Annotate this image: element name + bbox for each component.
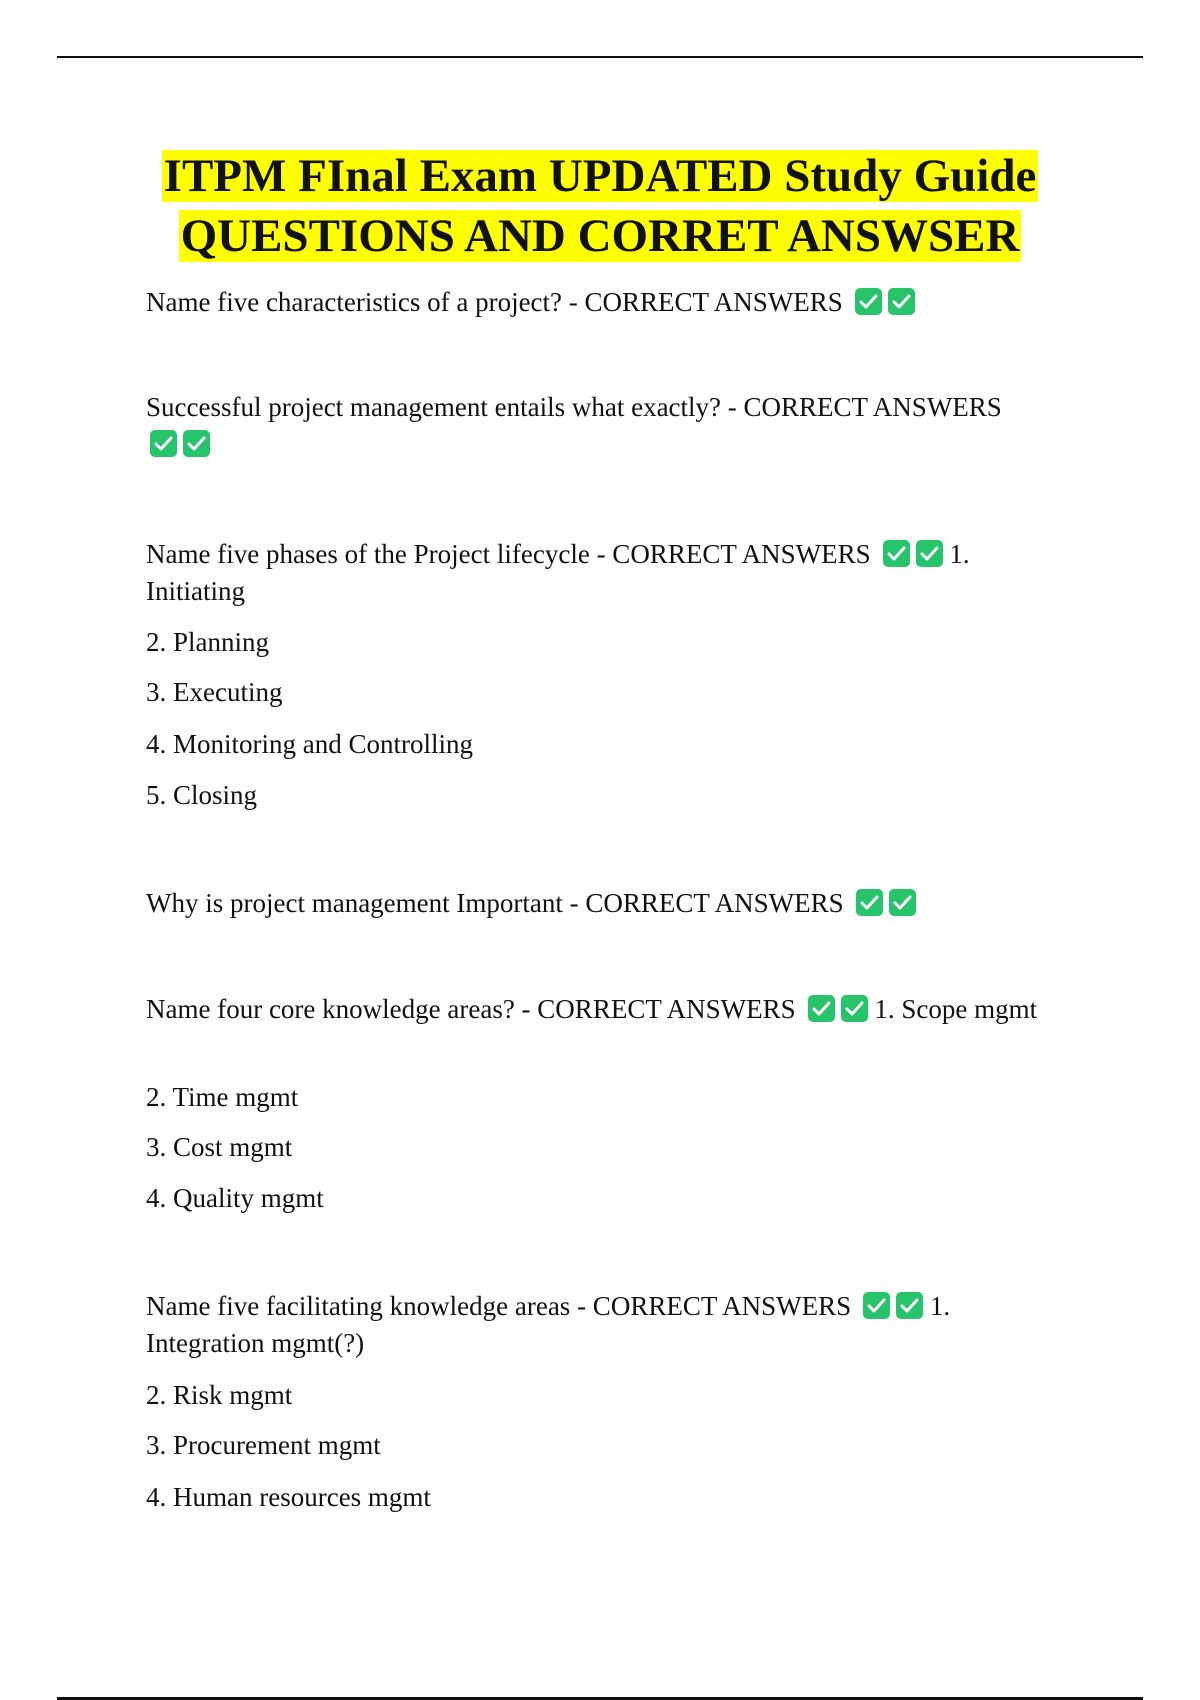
title-line-2: QUESTIONS AND CORRET ANSWSER [180,210,1020,262]
check-mark-icon [856,889,883,916]
check-mark-icon [883,540,910,567]
answer-inline: 1. Initiating [146,539,970,606]
answer-line: 4. Human resources mgmt [146,1482,431,1512]
check-mark-icon [183,430,210,457]
answer-line: 3. Procurement mgmt [146,1430,381,1460]
answer-line: 2. Time mgmt [146,1082,299,1112]
check-mark-icon [916,540,943,567]
check-mark-icon [889,889,916,916]
answer-line: 4. Monitoring and Controlling [146,729,473,759]
question-text: Why is project management Important - CORRECT ANSWERS [146,888,844,918]
question-text: Successful project management entails what exactly? - CORRECT ANSWERS [146,392,1002,422]
question-item [146,991,1046,1028]
answer-line: 2. Planning [146,627,270,657]
question-item [146,885,1046,922]
answer-line: 3. Cost mgmt [146,1132,293,1162]
answer-line: 4. Quality mgmt [146,1183,324,1213]
question-item [146,536,1046,610]
question-text: Name five characteristics of a project? - CORRECT ANSWERS [146,287,843,317]
title-line-1: ITPM FInal Exam UPDATED Study Guide [163,150,1037,202]
question-item [146,284,1046,321]
question-text: Name five phases of the Project lifecycle - CORRECT ANSWERS [146,539,871,569]
answer-line: 2. Risk mgmt [146,1380,293,1410]
check-mark-icon [896,1292,923,1319]
answer-inline: 1. Scope mgmt [874,994,1038,1024]
question-text: Name four core knowledge areas? - CORRECT ANSWERS [146,994,796,1024]
check-mark-icon [863,1292,890,1319]
question-item [146,389,1046,463]
check-mark-icon [855,288,882,315]
document-title [0,146,1200,266]
check-mark-icon [841,995,868,1022]
question-text: Name five facilitating knowledge areas - CORRECT ANSWERS [146,1291,852,1321]
answer-line: 5. Closing [146,780,258,810]
check-mark-icon [888,288,915,315]
answer-inline: 1. Integration mgmt(?) [146,1291,951,1358]
question-item [146,1288,1046,1362]
check-mark-icon [150,430,177,457]
check-mark-icon [808,995,835,1022]
top-rule [57,56,1143,58]
answer-line: 3. Executing [146,677,283,707]
